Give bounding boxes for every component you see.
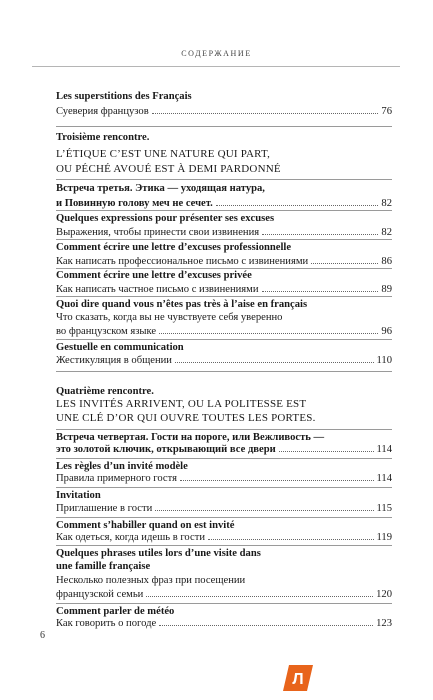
leader-dots [208, 539, 374, 540]
entry-separator [56, 429, 392, 430]
leader-dots [155, 510, 373, 511]
toc-line [56, 310, 392, 323]
header-rule [32, 66, 400, 67]
entry-text: французской семьи [56, 589, 144, 600]
leader-dots [159, 333, 378, 334]
toc-line [56, 353, 392, 366]
section-title-line: LES INVITÉS ARRIVENT, OU LA POLITESSE EST [56, 398, 307, 410]
entry-heading: Встреча третья. Этика — уходящая натура, [56, 183, 265, 194]
entry-separator [56, 268, 392, 269]
toc-line [56, 282, 392, 295]
entry-heading: Comment s’habiller quand on est invité [56, 520, 235, 531]
entry-heading: Встреча четвертая. Гости на пороге, или Вежливость — [56, 432, 325, 443]
entry-heading: Les règles d’un invité modèle [56, 461, 188, 472]
entry-separator [56, 339, 392, 340]
entry-separator [56, 296, 392, 297]
leader-dots [262, 234, 378, 235]
page-ref: 120 [376, 589, 392, 600]
entry-heading-cont: une famille française [56, 561, 151, 572]
toc-line [56, 254, 392, 267]
entry-separator [56, 487, 392, 488]
entry-heading: Gestuelle en communication [56, 342, 184, 353]
entry-text: Как написать частное письмо с извинениями [56, 284, 259, 295]
entry-heading: Les superstitions des Français [56, 91, 192, 102]
publisher-logo [283, 665, 313, 691]
entry-separator [56, 458, 392, 459]
entry-text: Как написать профессиональное письмо с извинениями [56, 256, 309, 267]
leader-dots [311, 263, 378, 264]
section-title-line: UNE CLÉ D’OR QUI OUVRE TOUTES LES PORTES. [56, 412, 316, 424]
entry-text: Жестикуляция в общении [56, 355, 172, 366]
entry-heading: Quelques expressions pour présenter ses excuses [56, 213, 275, 224]
toc-line [56, 196, 392, 209]
page-ref: 76 [381, 106, 392, 117]
entry-text: Как одеться, когда идешь в гости [56, 532, 205, 543]
section-title-line: OU PÉCHÉ AVOUÉ EST À DEMI PARDONNÉ [56, 163, 281, 175]
toc-line [56, 442, 392, 455]
page-number: 6 [40, 630, 45, 641]
page-ref: 114 [376, 473, 392, 484]
entry-text: это золотой ключик, открывающий все двери [56, 444, 276, 455]
entry-text: Суеверия французов [56, 106, 149, 117]
toc-line [56, 530, 392, 543]
entry-text: Как говорить о погоде [56, 618, 157, 629]
page-ref: 82 [381, 198, 392, 209]
page-ref: 123 [376, 618, 392, 629]
entry-separator [56, 545, 392, 546]
page-ref: 115 [376, 503, 392, 514]
entry-heading: Quoi dire quand vous n’êtes pas très à l’aise en français [56, 299, 308, 310]
page-ref: 110 [376, 355, 392, 366]
entry-subtext: Что сказать, когда вы не чувствуете себя уверенно [56, 312, 283, 323]
entry-separator [56, 210, 392, 211]
entry-heading: Comment parler de météo [56, 606, 175, 617]
entry-separator [56, 179, 392, 180]
entry-separator [56, 126, 392, 127]
page-ref: 86 [381, 256, 392, 267]
entry-separator [56, 371, 392, 372]
entry-subtext: Несколько полезных фраз при посещении [56, 575, 246, 586]
entry-text: Правила примерного гостя [56, 473, 177, 484]
toc-line [56, 501, 392, 514]
entry-heading: Invitation [56, 490, 101, 501]
entry-heading: Comment écrire une lettre d’excuses privée [56, 270, 252, 281]
running-header: СОДЕРЖАНИЕ [181, 49, 252, 58]
toc-line [56, 225, 392, 238]
leader-dots [152, 113, 379, 114]
toc-line [56, 587, 392, 600]
page-ref: 114 [376, 444, 392, 455]
leader-dots [180, 480, 374, 481]
leader-dots [159, 625, 373, 626]
toc-line [56, 471, 392, 484]
entry-separator [56, 239, 392, 240]
leader-dots [279, 451, 374, 452]
entry-text: Приглашение в гости [56, 503, 153, 514]
leader-dots [262, 291, 379, 292]
leader-dots [175, 362, 374, 363]
section-label: Troisième rencontre. [56, 132, 150, 143]
entry-heading: Quelques phrases utiles lors d’une visite dans [56, 548, 261, 559]
toc-line [56, 324, 392, 337]
toc-line [56, 104, 392, 117]
entry-text: во французском языке [56, 326, 157, 337]
section-label: Quatrième rencontre. [56, 386, 154, 397]
toc-line [56, 573, 392, 586]
leader-dots [216, 205, 379, 206]
entry-text: Выражения, чтобы принести свои извинения [56, 227, 260, 238]
entry-text: и Повинную голову меч не сечет. [56, 198, 213, 209]
section-title-line: L’ÉTIQUE C’EST UNE NATURE QUI PART, [56, 148, 271, 160]
toc-line [56, 616, 392, 629]
page-ref: 89 [381, 284, 392, 295]
page-ref: 119 [376, 532, 392, 543]
page-ref: 96 [381, 326, 392, 337]
entry-heading: Comment écrire une lettre d’excuses professionnelle [56, 242, 292, 253]
entry-separator [56, 603, 392, 604]
logo-letter: Л [292, 671, 304, 688]
entry-separator [56, 517, 392, 518]
page-ref: 82 [381, 227, 392, 238]
leader-dots [146, 596, 373, 597]
